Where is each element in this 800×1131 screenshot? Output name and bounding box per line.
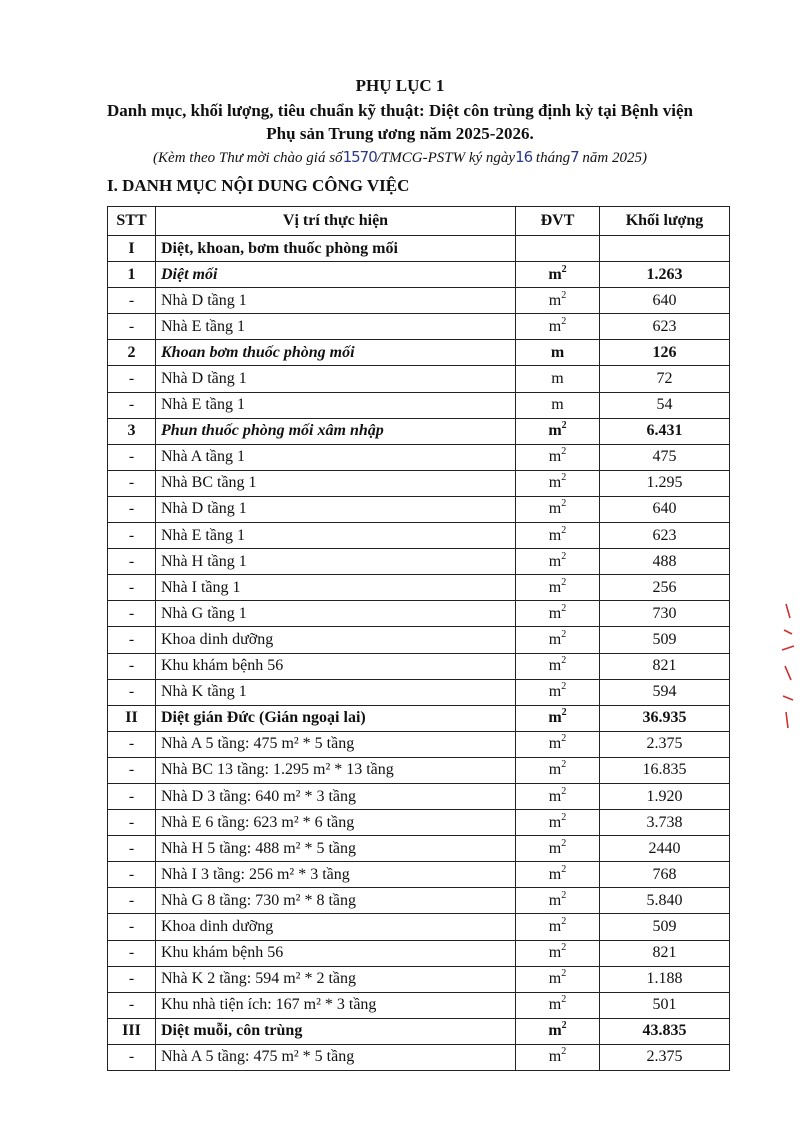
table-row [108,679,730,705]
row-quantity: 821 [600,940,730,966]
row-location: Nhà I 3 tầng: 256 m² * 3 tầng [156,862,516,888]
table-body [108,236,730,1071]
row-stt: - [108,627,156,653]
unit-exponent: 2 [561,863,567,875]
row-unit [516,679,600,705]
row-stt: - [108,1044,156,1070]
row-unit [516,523,600,549]
row-location: Nhà G 8 tầng: 730 m² * 8 tầng [156,888,516,914]
unit-exponent: 2 [561,289,567,301]
row-stt: - [108,679,156,705]
row-quantity: 2440 [600,836,730,862]
row-stt: - [108,914,156,940]
row-unit [516,783,600,809]
row-location: Phun thuốc phòng mối xâm nhập [156,418,516,444]
table-row [108,783,730,809]
row-unit [516,444,600,470]
row-stt: I [108,236,156,262]
table-row [108,862,730,888]
unit-text: m [548,813,562,831]
table-row [108,914,730,940]
row-quantity: 623 [600,523,730,549]
table-row [108,575,730,601]
row-location: Nhà BC 13 tầng: 1.295 m² * 13 tầng [156,757,516,783]
unit-exponent: 2 [561,524,567,536]
row-unit [516,836,600,862]
row-quantity: 501 [600,992,730,1018]
table-row [108,340,730,366]
row-stt: - [108,470,156,496]
table-row [108,418,730,444]
row-unit [516,262,600,288]
unit-text: m [548,500,562,518]
row-quantity: 5.840 [600,888,730,914]
row-location: Khu khám bệnh 56 [156,940,516,966]
row-quantity: 36.935 [600,705,730,731]
table-row [108,992,730,1018]
unit-text: m [548,970,562,988]
row-location: Nhà I tầng 1 [156,575,516,601]
row-quantity: 475 [600,444,730,470]
row-location: Nhà D 3 tầng: 640 m² * 3 tầng [156,783,516,809]
unit-text: m [548,1022,562,1040]
row-unit [516,314,600,340]
unit-exponent: 2 [561,915,567,927]
unit-exponent: 2 [561,263,567,275]
unit-exponent: 2 [561,628,567,640]
unit-text: m [548,839,562,857]
row-quantity: 1.920 [600,783,730,809]
unit-exponent: 2 [561,994,567,1006]
row-location: Nhà K tầng 1 [156,679,516,705]
row-quantity: 2.375 [600,1044,730,1070]
handwritten-month: 7 [570,148,579,166]
row-unit [516,914,600,940]
row-quantity: 126 [600,340,730,366]
row-quantity: 43.835 [600,1018,730,1044]
table-row [108,1018,730,1044]
row-unit [516,575,600,601]
row-quantity: 54 [600,392,730,418]
table-row [108,470,730,496]
table-row [108,496,730,522]
unit-exponent: 2 [561,968,567,980]
row-stt: - [108,392,156,418]
row-unit [516,549,600,575]
unit-exponent: 2 [561,811,567,823]
table-row [108,705,730,731]
row-location: Khoa dinh dưỡng [156,914,516,940]
row-quantity: 730 [600,601,730,627]
table-row [108,940,730,966]
row-stt: 3 [108,418,156,444]
table-row [108,757,730,783]
row-quantity: 16.835 [600,757,730,783]
row-unit [516,288,600,314]
row-location: Khoan bơm thuốc phòng mối [156,340,516,366]
row-location: Diệt, khoan, bơm thuốc phòng mối [156,236,516,262]
row-stt: - [108,992,156,1018]
row-unit [516,236,600,262]
table-row [108,549,730,575]
row-stt: - [108,966,156,992]
reference-note-middle: /TMCG-PSTW ký ngày [376,150,516,166]
row-location: Khoa dinh dưỡng [156,627,516,653]
table-header-row [108,207,730,236]
table-row [108,366,730,392]
row-location: Khu nhà tiện ích: 167 m² * 3 tầng [156,992,516,1018]
unit-text: m [548,996,562,1014]
table-row [108,314,730,340]
unit-exponent: 2 [561,1020,567,1032]
reference-note-month-label: tháng [532,150,571,166]
row-location: Nhà E tầng 1 [156,314,516,340]
row-unit [516,366,600,392]
unit-exponent: 2 [561,707,567,719]
row-unit [516,653,600,679]
row-stt: - [108,549,156,575]
row-unit [516,470,600,496]
table-row [108,966,730,992]
unit-exponent: 2 [561,576,567,588]
unit-exponent: 2 [561,733,567,745]
row-unit [516,601,600,627]
handwritten-number: 1570 [342,148,377,166]
row-stt: - [108,601,156,627]
row-unit [516,496,600,522]
row-location: Diệt mối [156,262,516,288]
header-stt: STT [108,207,156,236]
row-location: Nhà BC tầng 1 [156,470,516,496]
row-unit [516,757,600,783]
header-quantity: Khối lượng [600,207,730,236]
row-stt: - [108,653,156,679]
row-quantity: 509 [600,627,730,653]
row-stt: - [108,523,156,549]
row-location: Nhà D tầng 1 [156,366,516,392]
unit-text: m [548,944,562,962]
row-quantity: 3.738 [600,810,730,836]
row-quantity: 821 [600,653,730,679]
row-quantity: 594 [600,679,730,705]
row-quantity [600,236,730,262]
unit-text: m [548,526,562,544]
row-stt: - [108,288,156,314]
unit-text: m [550,343,565,361]
row-unit [516,627,600,653]
row-stt: - [108,757,156,783]
table-row [108,601,730,627]
row-unit [516,862,600,888]
row-quantity: 1.263 [600,262,730,288]
row-quantity: 768 [600,862,730,888]
unit-exponent: 2 [561,1046,567,1058]
row-stt: 2 [108,340,156,366]
row-location: Nhà A tầng 1 [156,444,516,470]
row-location: Khu khám bệnh 56 [156,653,516,679]
row-unit [516,731,600,757]
row-stt: 1 [108,262,156,288]
table-row [108,653,730,679]
unit-text: m [548,265,562,283]
unit-text: m [548,291,562,309]
unit-text: m [548,1048,562,1066]
unit-text: m [548,891,562,909]
row-location: Nhà D tầng 1 [156,496,516,522]
row-quantity: 256 [600,575,730,601]
unit-text: m [548,578,562,596]
reference-note-suffix: năm 2025) [578,150,647,166]
document-title-line-1: Danh mục, khối lượng, tiêu chuẩn kỹ thuật: Diệt côn trùng định kỳ tại Bệnh viện [107,101,693,120]
unit-text: m [551,396,564,414]
unit-exponent: 2 [561,472,567,484]
unit-text: m [548,761,562,779]
table-row [108,444,730,470]
unit-exponent: 2 [561,759,567,771]
unit-text: m [548,552,562,570]
table-row [108,810,730,836]
unit-exponent: 2 [561,446,567,458]
unit-text: m [548,448,562,466]
row-unit [516,418,600,444]
row-stt: - [108,862,156,888]
unit-exponent: 2 [561,942,567,954]
row-location: Diệt gián Đức (Gián ngoại lai) [156,705,516,731]
section-heading: I. DANH MỤC NỘI DUNG CÔNG VIỆC [107,176,410,195]
row-unit [516,966,600,992]
row-stt: - [108,940,156,966]
unit-text: m [548,657,562,675]
table-row [108,392,730,418]
unit-text: m [548,709,562,727]
unit-text: m [548,317,562,335]
row-quantity: 1.188 [600,966,730,992]
row-location: Nhà D tầng 1 [156,288,516,314]
table-row [108,262,730,288]
unit-text: m [548,787,562,805]
unit-exponent: 2 [561,498,567,510]
table-row [108,236,730,262]
table-row [108,1044,730,1070]
row-quantity: 488 [600,549,730,575]
unit-exponent: 2 [561,602,567,614]
header-location: Vị trí thực hiện [156,207,516,236]
row-stt: - [108,888,156,914]
unit-exponent: 2 [561,315,567,327]
unit-text: m [548,735,562,753]
unit-exponent: 2 [561,420,567,432]
row-location: Nhà H 5 tầng: 488 m² * 5 tầng [156,836,516,862]
row-stt: - [108,731,156,757]
unit-text: m [548,422,562,440]
unit-exponent: 2 [561,837,567,849]
row-stt: - [108,836,156,862]
document-title-line-2: Phụ sản Trung ương năm 2025-2026. [266,124,534,143]
row-stt: - [108,496,156,522]
unit-exponent: 2 [561,681,567,693]
row-stt: II [108,705,156,731]
row-location: Nhà E tầng 1 [156,392,516,418]
unit-text: m [548,917,562,935]
reference-note [0,148,800,167]
unit-text: m [548,474,562,492]
row-stt: - [108,810,156,836]
unit-text: m [548,630,562,648]
row-unit [516,1044,600,1070]
unit-text: m [548,865,562,883]
row-location: Nhà A 5 tầng: 475 m² * 5 tầng [156,1044,516,1070]
row-quantity: 509 [600,914,730,940]
row-quantity: 2.375 [600,731,730,757]
row-location: Diệt muỗi, côn trùng [156,1018,516,1044]
row-stt: - [108,366,156,392]
margin-handwriting-mark [776,600,800,740]
row-location: Nhà H tầng 1 [156,549,516,575]
row-stt: III [108,1018,156,1044]
row-stt: - [108,314,156,340]
row-unit [516,810,600,836]
unit-text: m [548,604,562,622]
row-unit [516,888,600,914]
unit-exponent: 2 [561,889,567,901]
unit-exponent: 2 [561,655,567,667]
header-unit: ĐVT [516,207,600,236]
row-location: Nhà A 5 tầng: 475 m² * 5 tầng [156,731,516,757]
table-row [108,836,730,862]
row-unit [516,1018,600,1044]
row-unit [516,392,600,418]
table-row [108,523,730,549]
row-stt: - [108,444,156,470]
table-row [108,627,730,653]
unit-exponent: 2 [561,785,567,797]
unit-text: m [548,683,562,701]
row-quantity: 640 [600,288,730,314]
row-unit [516,940,600,966]
handwritten-day: 16 [515,148,533,166]
row-quantity: 72 [600,366,730,392]
row-quantity: 6.431 [600,418,730,444]
row-quantity: 1.295 [600,470,730,496]
table-row [108,288,730,314]
row-quantity: 640 [600,496,730,522]
table-row [108,888,730,914]
appendix-heading: PHỤ LỤC 1 [355,76,445,95]
row-location: Nhà K 2 tầng: 594 m² * 2 tầng [156,966,516,992]
row-unit [516,992,600,1018]
unit-exponent: 2 [561,550,567,562]
row-unit [516,340,600,366]
row-quantity: 623 [600,314,730,340]
row-stt: - [108,783,156,809]
row-location: Nhà G tầng 1 [156,601,516,627]
row-stt: - [108,575,156,601]
work-items-table [107,206,730,1071]
table-row [108,731,730,757]
row-location: Nhà E 6 tầng: 623 m² * 6 tầng [156,810,516,836]
unit-text: m [551,370,564,388]
reference-note-prefix: (Kèm theo Thư mời chào giá số [153,150,343,166]
row-location: Nhà E tầng 1 [156,523,516,549]
row-unit [516,705,600,731]
